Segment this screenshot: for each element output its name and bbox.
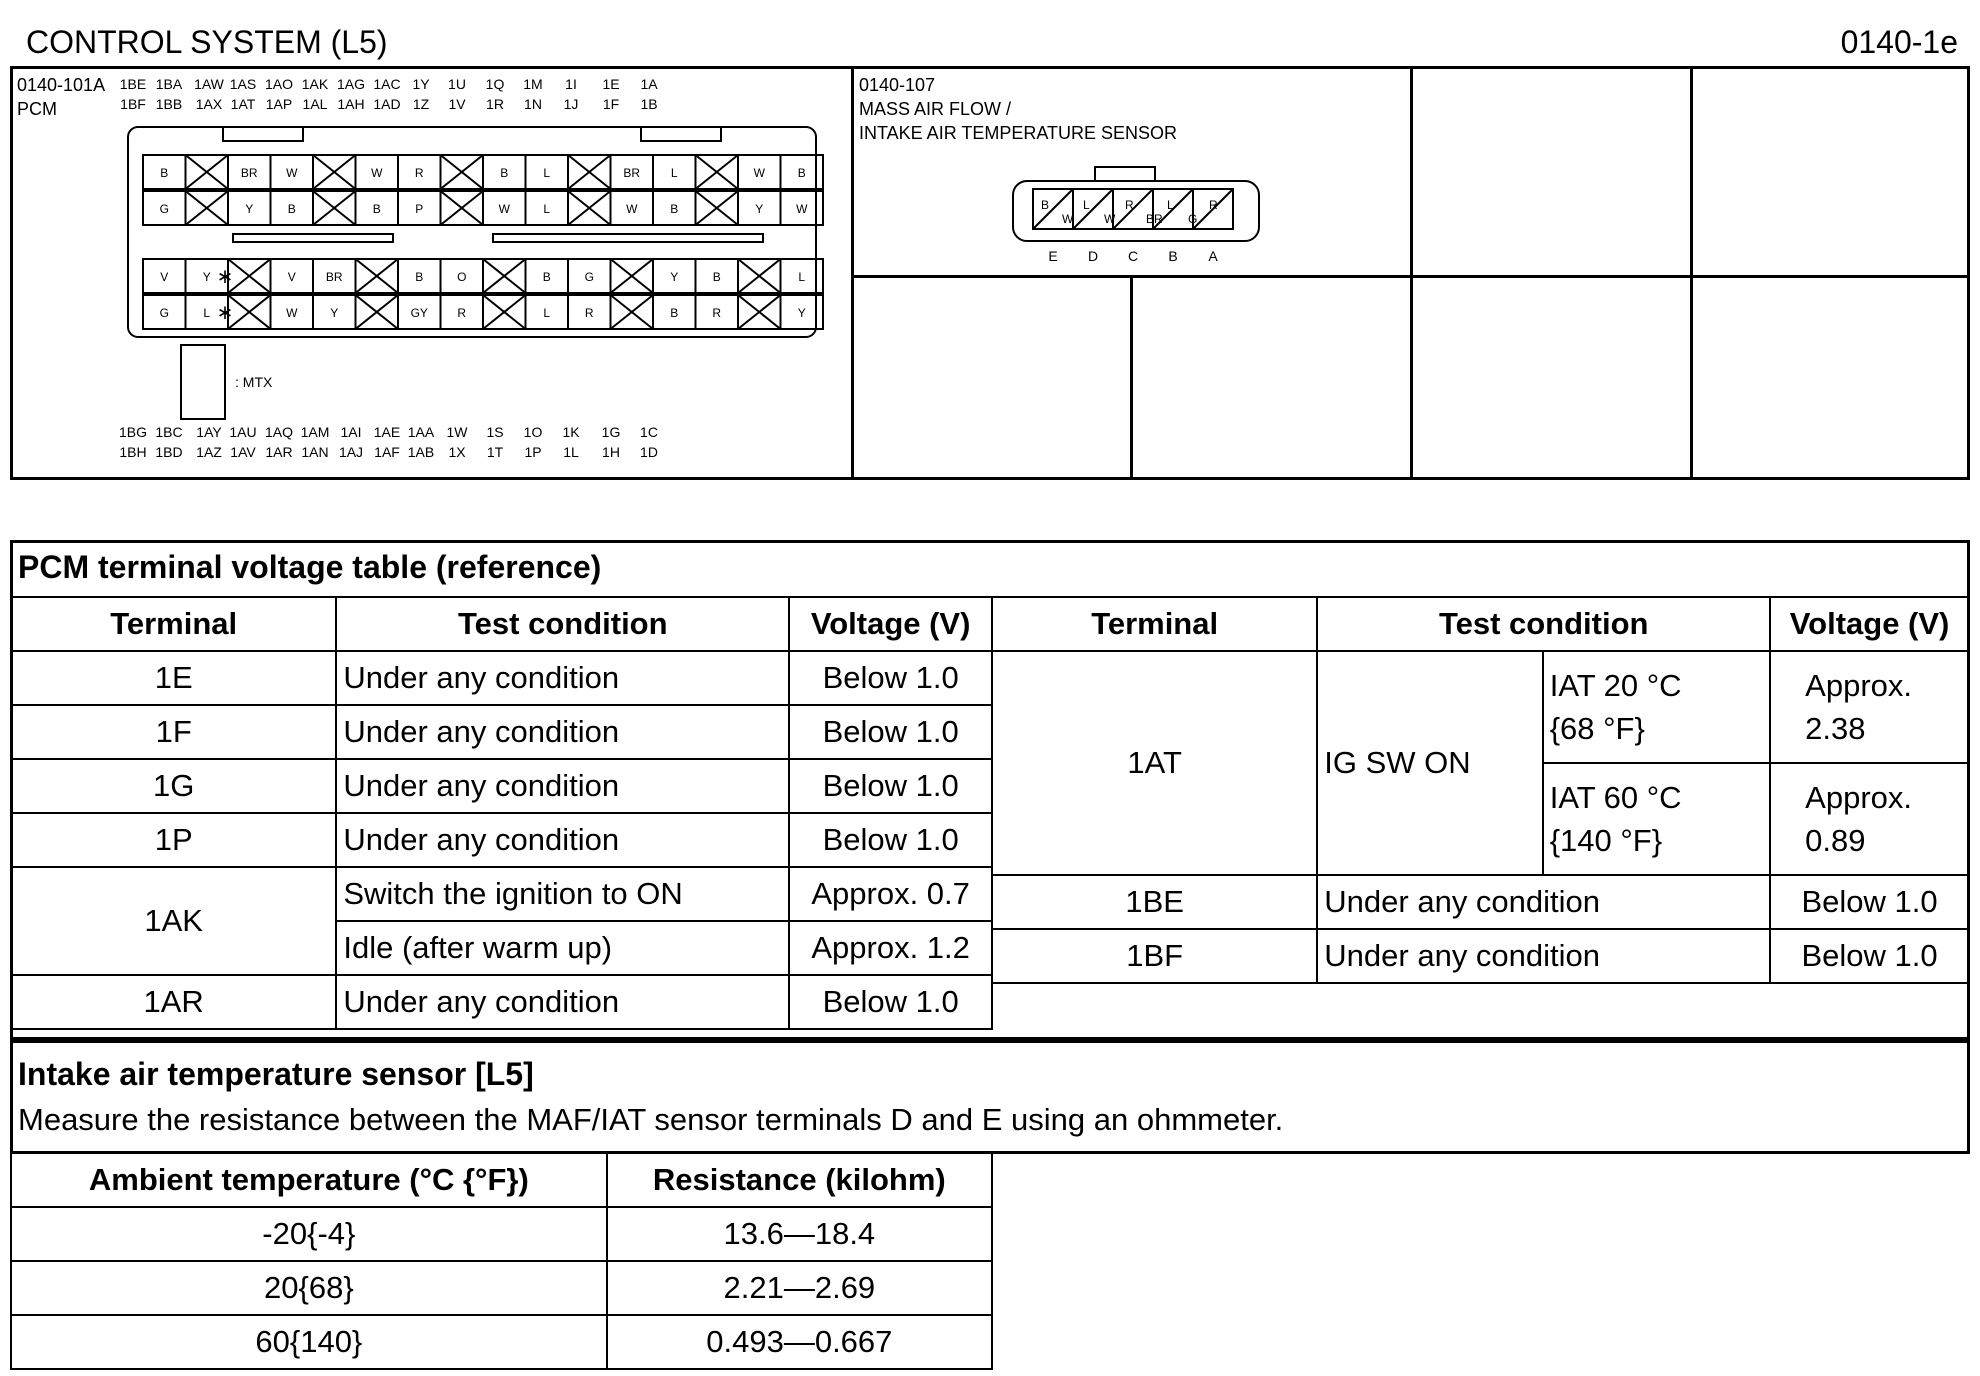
terminal-label: 1AW (194, 76, 224, 92)
terminal-label: 1AL (302, 96, 328, 112)
maf-pin-label: C (1127, 248, 1139, 264)
pcm-latch (223, 127, 303, 141)
terminal-label: 1I (565, 76, 577, 92)
condition-cell: Under any condition (336, 759, 789, 813)
temperature-cell: -20{-4} (11, 1207, 607, 1261)
condition-cell: Under any condition (336, 705, 789, 759)
iat-section-description: Measure the resistance between the MAF/IAT sensor terminals D and E using an ohmmeter. (18, 1102, 1284, 1137)
voltage-cell: Below 1.0 (789, 975, 992, 1029)
terminal-label: 1W (446, 424, 468, 440)
terminal-cell: 1G (11, 759, 336, 813)
wire-color-label: Y (202, 270, 211, 284)
maf-pin-label: A (1208, 248, 1218, 264)
condition-cell: Switch the ignition to ON (336, 867, 789, 921)
terminal-label: 1AG (336, 76, 366, 92)
wire-color-label: B (372, 202, 381, 216)
terminal-cell: 1E (11, 651, 336, 705)
maf-wire-label: B (1041, 198, 1050, 212)
wire-color-label: W (626, 202, 638, 216)
col-test-condition: Test condition (1317, 597, 1770, 651)
wire-color-label: Y (797, 306, 806, 320)
page-title: CONTROL SYSTEM (L5) (26, 24, 388, 60)
voltage-cell (1770, 763, 1969, 875)
terminal-label: 1R (486, 96, 504, 112)
subcondition-iat60-f: {140 °F} (1549, 823, 1663, 858)
pcm-voltage-table-right (991, 596, 1970, 984)
voltage-cell: Below 1.0 (789, 813, 992, 867)
wire-color-label: L (798, 270, 806, 284)
terminal-cell: 1AT (992, 651, 1317, 875)
wire-color-label: R (712, 306, 722, 320)
terminal-label: 1AI (340, 424, 362, 440)
col-ambient-temperature: Ambient temperature (°C {°F}) (11, 1153, 607, 1207)
iat-section-title: Intake air temperature sensor [L5] (18, 1056, 534, 1092)
terminal-label: 1BA (155, 76, 183, 92)
pcm-connector-ref: 0140-101A (17, 75, 106, 95)
terminal-label: 1AC (373, 76, 401, 92)
wire-color-label: L (543, 166, 551, 180)
maf-pin-label: E (1048, 248, 1058, 264)
temperature-cell: 60{140} (11, 1315, 607, 1369)
terminal-cell: 1P (11, 813, 336, 867)
table-row (11, 651, 992, 705)
wire-color-label: W (498, 202, 510, 216)
wire-color-label: B (160, 166, 169, 180)
terminal-label: 1BG (118, 424, 148, 440)
wire-color-label: G (584, 270, 594, 284)
subcondition-iat20-f: {68 °F} (1549, 711, 1645, 746)
maf-wire-label: R (1209, 198, 1218, 212)
wire-color-label: GY (410, 306, 428, 320)
maf-wire-label: W (1104, 212, 1116, 226)
table-row (11, 1207, 992, 1261)
terminal-label: 1AK (301, 76, 329, 92)
maf-pin-label: B (1168, 248, 1178, 264)
col-voltage: Voltage (V) (789, 597, 992, 651)
terminal-label: 1D (640, 444, 658, 460)
wire-color-label: V (160, 270, 169, 284)
terminal-label: 1S (486, 424, 504, 440)
terminal-cell: 1BF (992, 929, 1317, 983)
terminal-label: 1AU (229, 424, 257, 440)
terminal-label: 1Y (412, 76, 430, 92)
maf-connector-ref: 0140-107 (859, 75, 936, 95)
voltage-cell: Below 1.0 (789, 651, 992, 705)
maf-wire-label: L (1083, 198, 1090, 212)
connector-drawings (13, 69, 1967, 477)
wire-color-label: W (796, 202, 808, 216)
terminal-label: 1AQ (264, 424, 294, 440)
pcm-latch (641, 127, 721, 141)
terminal-label: 1M (523, 76, 543, 92)
maf-wire-label: L (1167, 198, 1174, 212)
terminal-label: 1BB (155, 96, 183, 112)
terminal-label: 1AJ (338, 444, 364, 460)
condition-cell: Under any condition (336, 651, 789, 705)
terminal-label: 1X (448, 444, 466, 460)
terminal-label: 1AX (195, 96, 223, 112)
wire-color-label: B (415, 270, 424, 284)
terminal-label: 1C (640, 424, 658, 440)
terminal-label: 1BE (119, 76, 147, 92)
terminal-label: 1AN (301, 444, 329, 460)
wire-color-label: B (712, 270, 721, 284)
condition-cell: Idle (after warm up) (336, 921, 789, 975)
pcm-voltage-table-left (10, 596, 993, 1030)
terminal-cell: 1F (11, 705, 336, 759)
terminal-label: 1AM (300, 424, 330, 440)
condition-cell: Under any condition (336, 813, 789, 867)
wire-color-label: W (286, 306, 298, 320)
wire-color-label: Y (245, 202, 254, 216)
wire-color-label: B (542, 270, 551, 284)
subcondition-iat20: IAT 20 °C (1549, 668, 1682, 703)
maf-pin-label: D (1087, 248, 1099, 264)
subcondition-iat60: IAT 60 °C (1549, 780, 1682, 815)
wire-color-label: B (797, 166, 806, 180)
subcondition-cell (1543, 651, 1770, 763)
terminal-label: 1A (640, 76, 658, 92)
voltage-cell: Approx. 0.7 (789, 867, 992, 921)
terminal-label: 1H (602, 444, 620, 460)
wire-color-label: G (159, 306, 169, 320)
terminal-label: 1BF (120, 96, 146, 112)
wire-color-label: L (543, 202, 551, 216)
table-row (11, 813, 992, 867)
table-row (992, 929, 1969, 983)
voltage-cell: Below 1.0 (789, 759, 992, 813)
condition-cell: Under any condition (336, 975, 789, 1029)
terminal-label: 1AH (337, 96, 365, 112)
maf-wire-label: R (1125, 198, 1134, 212)
star-mark: ∗ (216, 302, 234, 324)
col-resistance: Resistance (kilohm) (607, 1153, 992, 1207)
table-row (11, 1261, 992, 1315)
terminal-label: 1BD (155, 444, 183, 460)
col-voltage: Voltage (V) (1770, 597, 1969, 651)
voltage-cell (1770, 651, 1969, 763)
resistance-cell: 0.493—0.667 (607, 1315, 992, 1369)
terminal-label: 1AE (373, 424, 401, 440)
terminal-label: 1V (448, 96, 466, 112)
table-row (11, 867, 992, 921)
terminal-cell: 1AR (11, 975, 336, 1029)
terminal-label: 1AP (265, 96, 293, 112)
voltage-approx: Approx. (1805, 780, 1912, 815)
col-terminal: Terminal (11, 597, 336, 651)
terminal-label: 1U (448, 76, 466, 92)
terminal-label: 1BC (155, 424, 183, 440)
terminal-label: 1G (601, 424, 621, 440)
terminal-label: 1E (602, 76, 620, 92)
wire-color-label: W (286, 166, 298, 180)
iat-resistance-table (10, 1152, 993, 1370)
table-row (992, 651, 1969, 763)
maf-latch (1095, 167, 1155, 181)
wire-color-label: B (670, 306, 679, 320)
star-mark: ∗ (216, 266, 234, 288)
maf-connector-name-2: INTAKE AIR TEMPERATURE SENSOR (859, 123, 1178, 143)
terminal-label: 1AD (373, 96, 401, 112)
wire-color-label: L (670, 166, 678, 180)
table-row (11, 705, 992, 759)
col-test-condition: Test condition (336, 597, 789, 651)
voltage-cell: Approx. 1.2 (789, 921, 992, 975)
terminal-label: 1AF (374, 444, 400, 460)
condition-cell: IG SW ON (1317, 651, 1542, 875)
col-terminal: Terminal (992, 597, 1317, 651)
table-row (11, 1315, 992, 1369)
page-code: 0140-1e (1840, 24, 1958, 60)
mtx-sub-connector (181, 345, 225, 419)
mtx-label: : MTX (235, 374, 273, 390)
table-row (11, 975, 992, 1029)
wire-color-label: R (584, 306, 594, 320)
wire-color-label: B (670, 202, 679, 216)
subcondition-cell (1543, 763, 1770, 875)
wire-color-label: R (414, 166, 424, 180)
wire-color-label: W (371, 166, 383, 180)
terminal-label: 1T (486, 444, 504, 460)
wire-color-label: BR (240, 166, 258, 180)
terminal-label: 1N (524, 96, 542, 112)
pcm-key (493, 234, 763, 242)
wire-color-label: B (500, 166, 509, 180)
terminal-cell: 1AK (11, 867, 336, 975)
voltage-value: 2.38 (1805, 711, 1866, 746)
temperature-cell: 20{68} (11, 1261, 607, 1315)
terminal-label: 1AR (265, 444, 293, 460)
wire-color-label: O (457, 270, 467, 284)
terminal-label: 1B (640, 96, 658, 112)
condition-cell: Under any condition (1317, 929, 1770, 983)
terminal-label: 1AV (230, 444, 256, 460)
voltage-cell: Below 1.0 (789, 705, 992, 759)
wire-color-label: Y (670, 270, 679, 284)
terminal-label: 1AB (407, 444, 435, 460)
condition-cell: Under any condition (1317, 875, 1770, 929)
voltage-cell: Below 1.0 (1770, 929, 1969, 983)
terminal-label: 1Z (412, 96, 430, 112)
maf-wire-label: W (1062, 212, 1074, 226)
resistance-cell: 13.6—18.4 (607, 1207, 992, 1261)
terminal-label: 1Q (485, 76, 505, 92)
pcm-key (233, 234, 393, 242)
connector-diagram-frame (10, 66, 1970, 480)
maf-wire-label: G (1188, 212, 1198, 226)
table-row (992, 875, 1969, 929)
wire-color-label: W (753, 166, 765, 180)
table-row (11, 759, 992, 813)
maf-wire-label: BR (1146, 212, 1163, 226)
wire-color-label: BR (623, 166, 641, 180)
resistance-cell: 2.21—2.69 (607, 1261, 992, 1315)
wire-color-label: R (457, 306, 467, 320)
terminal-label: 1K (562, 424, 580, 440)
pcm-table-title: PCM terminal voltage table (reference) (18, 549, 602, 585)
terminal-label: 1O (523, 424, 543, 440)
wire-color-label: Y (755, 202, 764, 216)
terminal-label: 1AY (196, 424, 222, 440)
voltage-cell: Below 1.0 (1770, 875, 1969, 929)
terminal-label: 1AZ (196, 444, 222, 460)
terminal-label: 1AA (407, 424, 435, 440)
terminal-cell: 1BE (992, 875, 1317, 929)
pcm-connector-name: PCM (17, 99, 57, 119)
terminal-label: 1J (563, 96, 579, 112)
terminal-label: 1AO (264, 76, 294, 92)
wire-color-label: P (415, 202, 424, 216)
wire-color-label: V (287, 270, 296, 284)
terminal-label: 1L (563, 444, 579, 460)
terminal-label: 1BH (119, 444, 147, 460)
wire-color-label: L (543, 306, 551, 320)
terminal-label: 1AT (230, 96, 256, 112)
maf-connector-name-1: MASS AIR FLOW / (859, 99, 1012, 119)
terminal-label: 1AS (229, 76, 257, 92)
voltage-value: 0.89 (1805, 823, 1866, 858)
wire-color-label: BR (325, 270, 343, 284)
terminal-label: 1P (524, 444, 542, 460)
wire-color-label: G (159, 202, 169, 216)
wire-color-label: B (287, 202, 296, 216)
wire-color-label: L (203, 306, 211, 320)
voltage-approx: Approx. (1805, 668, 1912, 703)
wire-color-label: Y (330, 306, 339, 320)
terminal-label: 1F (602, 96, 620, 112)
